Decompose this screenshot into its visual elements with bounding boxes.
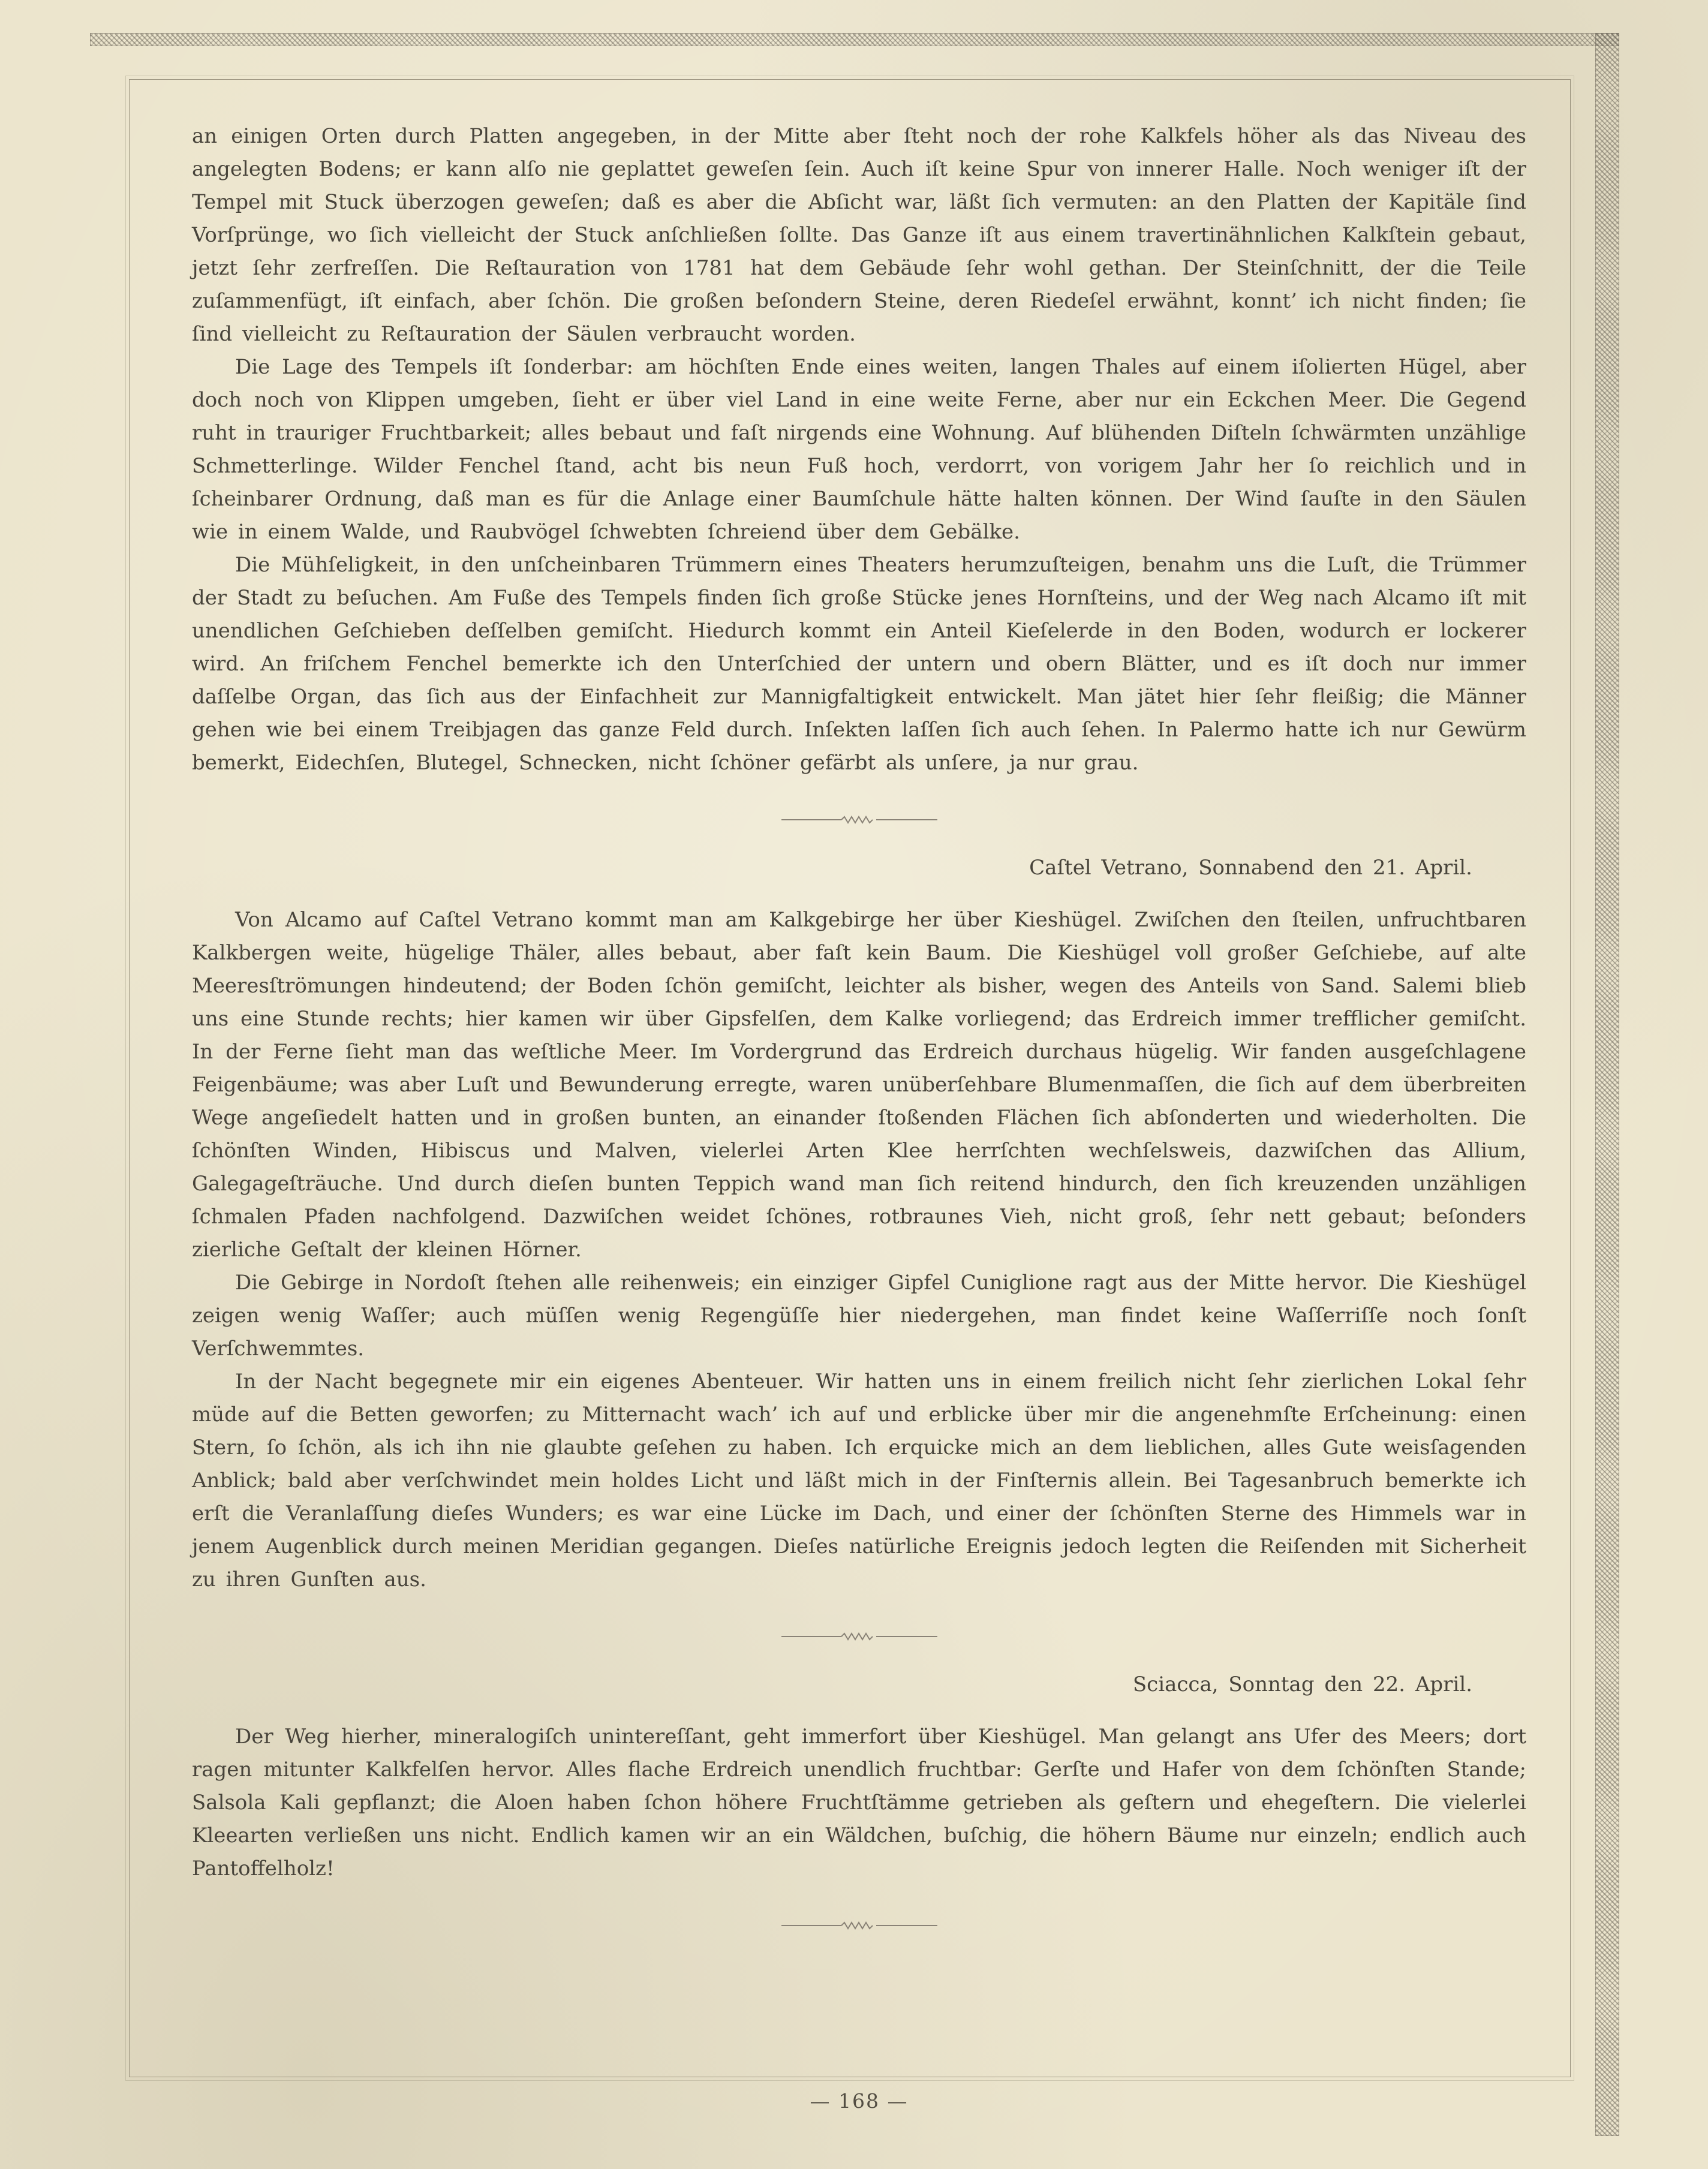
section-divider: [192, 1920, 1526, 1931]
paragraph: Die Mühſeligkeit, in den unſcheinbaren Trümmern eines Theaters herumzuſteigen, benahm uns die Luſt, die Trümmer der Stadt zu beſuchen. Am Fuße des Tempels finden ſich große Stücke jenes Hornſteins, und der Weg nach Alcamo iſt mit unendlichen Geſchieben deſſelben gemiſcht. Hiedurch kommt ein Anteil Kieſelerde in den Boden, wodurch er lockerer wird. An friſchem Fenchel bemerkte ich den Unterſchied der untern und obern Blätter, und es iſt doch nur immer daſſelbe Organ, das ſich aus der Einfachheit zur Mannigfaltigkeit entwickelt. Man jätet hier ſehr fleißig; die Männer gehen wie bei einem Treibjagen das ganze Feld durch. Inſekten laſſen ſich auch ſehen. In Palermo hatte ich nur Gewürm bemerkt, Eidechſen, Blutegel, Schnecken, nicht ſchöner gefärbt als unſere, ja nur grau.: [192, 553, 1526, 775]
section-divider: [192, 1631, 1526, 1642]
section-dateline-sciacca: Sciacca, Sonntag den 22. April.: [1132, 1672, 1472, 1696]
paragraph: Die Lage des Tempels iſt ſonderbar: am höchſten Ende eines weiten, langen Thales auf einem iſolierten Hügel, aber doch noch von Klippen umgeben, ſieht er über viel Land in eine weite Ferne, aber nur ein Eckchen Meer. Die Gegend ruht in trauriger Fruchtbarkeit; alles bebaut und faſt nirgends eine Wohnung. Auf blühenden Diſteln ſchwärmten unzählige Schmetterlinge. Wilder Fenchel ſtand, acht bis neun Fuß hoch, verdorrt, von vorigem Jahr her ſo reichlich und in ſcheinbarer Ordnung, daß man es für die Anlage einer Baumſchule hätte halten können. Der Wind ſauſte in den Säulen wie in einem Walde, und Raubvögel ſchwebten ſchreiend über dem Gebälke.: [192, 355, 1526, 544]
paragraph: In der Nacht begegnete mir ein eigenes Abenteuer. Wir hatten uns in einem freilich nicht ſehr zierlichen Lokal ſehr müde auf die Betten geworfen; zu Mitternacht wach’ ich auf und erblicke über mir die angenehmſte Erſcheinung: einen Stern, ſo ſchön, als ich ihn nie glaubte geſehen zu haben. Ich erquicke mich an dem lieblichen, alles Gute weisſagenden Anblick; bald aber verſchwindet mein holdes Licht und läßt mich in der Finſternis allein. Bei Tagesanbruch bemerkte ich erſt die Veranlaſſung dieſes Wunders; es war eine Lücke im Dach, und einer der ſchönſten Sterne des Himmels war in jenem Augenblick durch meinen Meridian gegangen. Dieſes natürliche Ereignis jedoch legten die Reiſenden mit Sicherheit zu ihren Gunſten aus.: [192, 1370, 1526, 1592]
paragraph: an einigen Orten durch Platten angegeben, in der Mitte aber ſteht noch der rohe Kalkfels höher als das Niveau des angelegten Bodens; er kann alſo nie geplattet geweſen ſein. Auch iſt keine Spur von innerer Halle. Noch weniger iſt der Tempel mit Stuck überzogen geweſen; daß es aber die Abſicht war, läßt ſich vermuten: an den Platten der Kapitäle ſind Vorſprünge, wo ſich vielleicht der Stuck anſchließen ſollte. Das Ganze iſt aus einem travertinähnlichen Kalkſtein gebaut, jetzt ſehr zerfreſſen. Die Reſtauration von 1781 hat dem Gebäude ſehr wohl gethan. Der Steinſchnitt, der die Teile zuſammenfügt, iſt einfach, aber ſchön. Die großen beſondern Steine, deren Riedeſel erwähnt, konnt’ ich nicht finden; ſie ſind vielleicht zu Reſtauration der Säulen verbraucht worden.: [192, 124, 1526, 346]
squiggle-icon: [781, 1631, 937, 1642]
right-ornament-border: [1595, 33, 1619, 2136]
page-number-text: — 168 —: [810, 2089, 909, 2113]
squiggle-icon: [781, 814, 937, 825]
page-number: [192, 2089, 1526, 2113]
top-ornament-border: [90, 33, 1619, 46]
paragraph: Von Alcamo auf Caſtel Vetrano kommt man am Kalkgebirge her über Kieshügel. Zwiſchen den ſteilen, unfruchtbaren Kalkbergen weite, hügelige Thäler, alles bebaut, aber faſt kein Baum. Die Kieshügel voll großer Geſchiebe, auf alte Meeresſtrömungen hindeutend; der Boden ſchön gemiſcht, leichter als bisher, wegen des Anteils von Sand. Salemi blieb uns eine Stunde rechts; hier kamen wir über Gipsfelſen, dem Kalke vorliegend; das Erdreich immer trefflicher gemiſcht. In der Ferne ſieht man das weſtliche Meer. Im Vordergrund das Erdreich durchaus hügelig. Wir fanden ausgeſchlagene Feigenbäume; was aber Luſt und Bewunderung erregte, waren unüberſehbare Blumenmaſſen, die ſich auf dem überbreiten Wege angeſiedelt hatten und in großen bunten, an einander ſtoßenden Flächen ſich abſonderten und wiederholten. Die ſchönſten Winden, Hibiscus und Malven, vielerlei Arten Klee herrſchten wechſelsweis, dazwiſchen das Allium, Galegageſträuche. Und durch dieſen bunten Teppich wand man ſich reitend hindurch, den ſich kreuzenden unzähligen ſchmalen Pfaden nachfolgend. Dazwiſchen weidet ſchönes, rotbraunes Vieh, nicht groß, ſehr nett gebaut; beſonders zierliche Geſtalt der kleinen Hörner.: [192, 908, 1526, 1262]
squiggle-icon: [781, 1920, 937, 1931]
paragraph: Die Gebirge in Nordoſt ſtehen alle reihenweis; ein einziger Gipfel Cuniglione ragt aus der Mitte hervor. Die Kieshügel zeigen wenig Waſſer; auch müſſen wenig Regengüſſe hier niedergehen, man findet keine Waſſerriſſe noch ſonſt Verſchwemmtes.: [192, 1271, 1526, 1361]
section-dateline-castel-vetrano: Caſtel Vetrano, Sonnabend den 21. April.: [1029, 856, 1472, 880]
paragraph: Der Weg hierher, mineralogiſch unintereſſant, geht immerfort über Kieshügel. Man gelangt ans Ufer des Meers; dort ragen mitunter Kalkfelſen hervor. Alles flache Erdreich unendlich fruchtbar: Gerſte und Hafer von dem ſchönſten Stande; Salsola Kali gepflanzt; die Aloen haben ſchon höhere Fruchtſtämme getrieben als geſtern und ehegeſtern. Die vielerlei Kleearten verließen uns nicht. Endlich kamen wir an ein Wäldchen, buſchig, die höhern Bäume nur einzeln; endlich auch Pantoffelholz!: [192, 1725, 1526, 1881]
section-divider: [192, 814, 1526, 825]
page-text: [192, 120, 1526, 1957]
